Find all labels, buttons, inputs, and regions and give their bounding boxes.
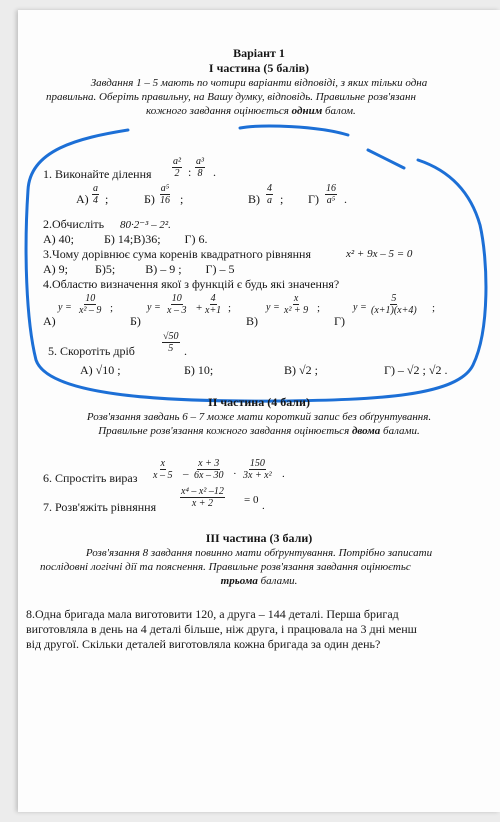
part3-intro-line1: Розв'язання 8 завдання повинно мати обґрунтування. Потрібно записати (85, 547, 433, 559)
q5-option-b: Б) 10; (184, 363, 214, 377)
q6-text: 6. Спростіть вираз (43, 471, 138, 485)
q1-option-d: Г) (308, 192, 319, 206)
part1-intro-line3: кожного завдання оцінюється одним балом. (146, 105, 356, 117)
q4-option-b: Б) (130, 314, 141, 328)
q2-expression: 80·2⁻³ – 2². (120, 219, 171, 231)
q5-option-c: В) √2 ; (284, 363, 318, 377)
q1-fraction-2: $\frac{\text{a³}}{8}$ (196, 156, 204, 179)
q5-text: 5. Скоротіть дріб (48, 344, 135, 358)
part2-title: II частина (4 бали) (208, 395, 310, 409)
part1-title: I частина (5 балів) (208, 61, 310, 75)
q8-line3: від другої. Скільки деталей виготовляла кожна бригада за один день? (26, 637, 381, 651)
q5-option-d: Г) – √2 ; √2 . (384, 363, 448, 377)
q5-option-a: A) √10 ; (80, 363, 121, 377)
q4-option-c: В) (246, 314, 258, 328)
q8-line1: 8.Одна бригада мала виготовити 120, а друга – 144 деталі. Перша бригад (26, 607, 399, 621)
q4-option-d: Г) (334, 314, 345, 328)
q1-option-b: Б) (144, 192, 155, 206)
q3-options: А) 9; Б)5; В) – 9 ; Г) – 5 (43, 262, 235, 276)
q8-line2: виготовляла в день на 4 деталі більше, ніж друга, і працювала на 3 дні менш (26, 622, 417, 636)
part3-intro-line2: послідовні логічні дії та пояснення. Правильне розв'язання завдання оцінюєтьс (40, 561, 411, 573)
q2-text: 2.Обчисліть (43, 217, 105, 231)
q3-equation: x² + 9x – 5 = 0 (346, 248, 413, 260)
part2-intro-line1: Розв'язання завдань 6 – 7 може мати короткий запис без обґрунтування. (86, 411, 432, 423)
q7-text: 7. Розв'яжіть рівняння (43, 500, 157, 514)
q4-text: 4.Областю визначення якої з функцій є будь які значення? (43, 277, 340, 291)
part1-intro-line1: Завдання 1 – 5 мають по чотири варіанти відповіді, з яких тільки одна (90, 77, 428, 89)
q1-option-a: A) (76, 192, 89, 206)
part1-intro-line2: правильна. Оберіть правильну, на Вашу думку, відповідь. Правильне розв'язанн (46, 91, 416, 103)
q4-option-a: А) (43, 314, 56, 328)
q3-text: 3.Чому дорівнює сума коренів квадратного рівняння (43, 247, 312, 261)
q7-fraction: $\frac{\text{x⁴ – x² –12}}{x + 2}$ (181, 486, 224, 509)
worksheet-page: Варіант 1 I частина (5 балів) Завдання 1 – 5 мають по чотири варіанти відповіді, з яких тільки одна правильна. Оберіть правильну, на Вашу думку, відповідь. Правильне розв'язанн кожного завдання оцінюється одним балом. 1. Виконайте ділення $\frac{\text{a²}}{2}$ : $\frac{\text{a³}}{8}$ . A) $\frac{a}{4}$ ; Б) $\frac{\text{a⁵}}{16}$ ; В) $\frac{4}{a}$ ; Г) $\frac{16}{\text{a⁵}}$ . 2.Обчисліть 80·2⁻³ – 2². A) 40; Б) 14;В)36; Г) 6. 3.Чому дорівнює сума коренів квадратного рівняння x² + 9x – 5 = 0 А) 9; Б)5; В) – 9 ; Г) – 5 4.Областю визначення якої з функцій є будь які значення? А) y = $\frac{10}{\text{x² – 9}}$ ; Б) y = $\frac{10}{x - 3}$ + $\frac{4}{x+1}$ ; В) y = $\frac{x}{\text{x² + 9}}$ ; Г) y = $\frac{5}{(x+1)(x+4)}$ ; 5. Скоротіть дріб $\frac{√50}{5}$ . A) √10 ; Б) 10; В) √2 ; Г) – √2 ; √2 . II частина (4 бали) Розв'язання завдань 6 – 7 може мати короткий запис без обґрунтування. Правильне розв'язання кожного завдання оцінюється двома балами. 6. Спростіть вираз $\frac{x}{x - 5}$ – $\frac{x + 3}{6x - 30}$ · $\frac{150}{\text{3x + x²}}$ . 7. Розв'яжіть рівняння $\frac{\text{x⁴ – x² –12}}{x + 2}$ = 0 . III частина (3 бали) Розв'язання 8 завдання повинно мати обґрунтування. Потрібно записати послідовні логічні дії та пояснення. Правильне розв'язання завдання оцінюєтьс трьома балами. 8.Одна бригада мала виготовити 120, а друга – 144 деталі. Перша бригад виготовляла в день на 4 деталі більше, ніж друга, і працювала на 3 дні менш від другої. Скільки деталей виготовляла кожна бригада за один день? (18, 10, 500, 812)
part3-intro-line3: трьома балами. (220, 575, 298, 587)
q2-options: A) 40; Б) 14;В)36; Г) 6. (43, 232, 208, 246)
q1-fraction-1: $\frac{\text{a²}}{2}$ (173, 156, 181, 179)
q1-option-c: В) (248, 192, 260, 206)
part2-intro-line2: Правильне розв'язання кожного завдання оцінюється двома балами. (98, 425, 420, 437)
q1-text: 1. Виконайте ділення (43, 167, 152, 181)
q5-fraction: $\frac{√50}{5}$ (163, 331, 179, 354)
variant-title: Варіант 1 (233, 46, 285, 60)
part3-title: III частина (3 бали) (205, 531, 313, 545)
